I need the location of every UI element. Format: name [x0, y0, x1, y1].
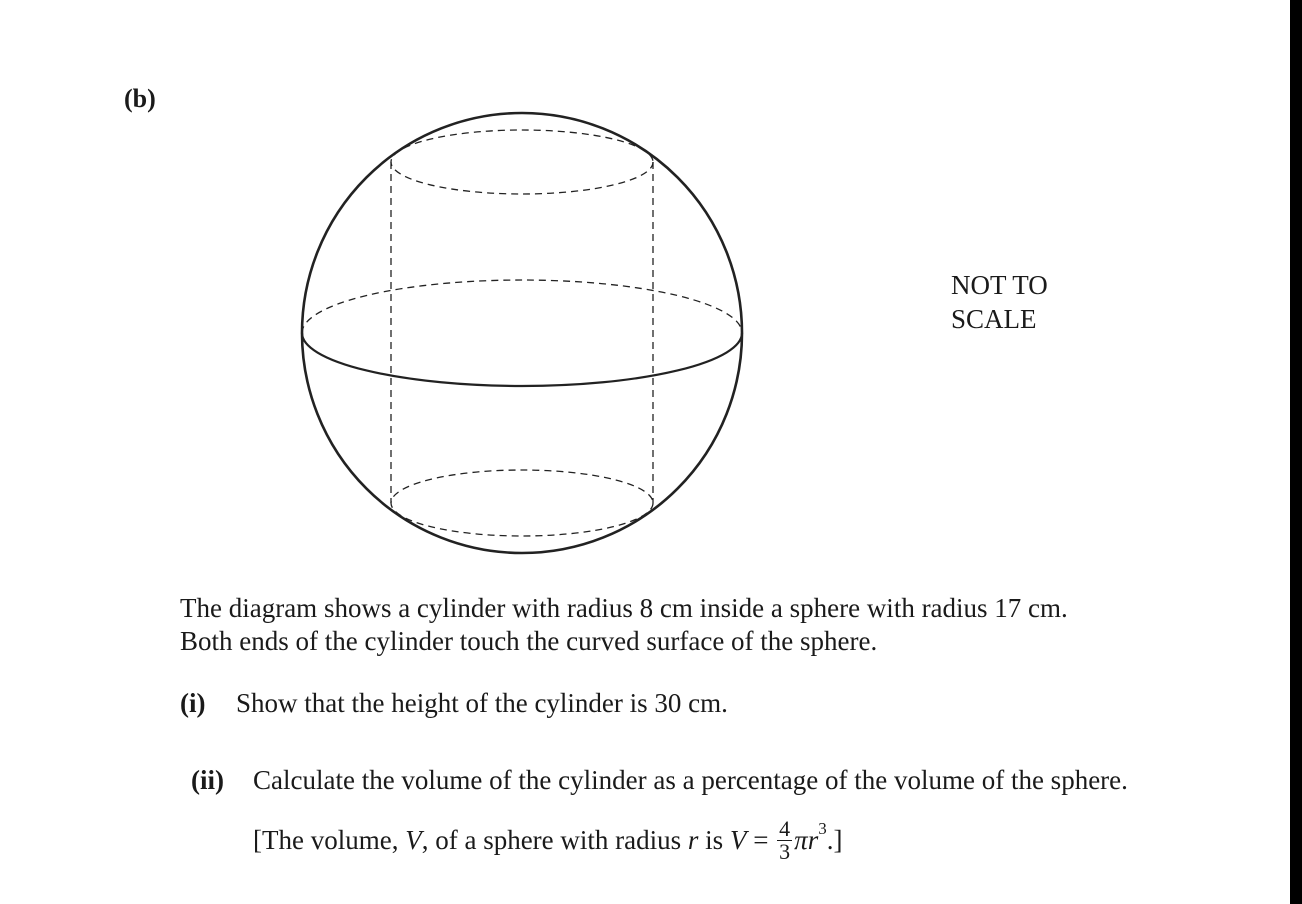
not-to-scale-note	[951, 268, 1048, 336]
cylinder-top-ellipse	[391, 130, 653, 194]
formula-equals: =	[746, 825, 776, 855]
question-ii-label: (ii)	[191, 765, 224, 795]
equator-front	[302, 333, 742, 386]
question-ii-text: Calculate the volume of the cylinder as a percentage of the volume of the sphere.	[253, 765, 1128, 795]
formula-var-r: r	[687, 825, 699, 855]
sphere-volume-formula	[253, 818, 842, 863]
statement-line2: Both ends of the cylinder touch the curved surface of the sphere.	[180, 626, 878, 656]
scale-note-line1: NOT TO	[951, 270, 1048, 300]
cylinder-bottom-ellipse	[391, 470, 653, 536]
scale-note-line2: SCALE	[951, 304, 1037, 334]
part-label: (b)	[124, 84, 156, 113]
formula-var-v: V	[405, 825, 422, 855]
question-i-label: (i)	[180, 688, 206, 718]
equator-back	[302, 280, 742, 333]
problem-statement	[180, 592, 1068, 658]
statement-line1: The diagram shows a cylinder with radius 8 cm inside a sphere with radius 17 cm.	[180, 593, 1068, 623]
fraction-numerator: 4	[779, 816, 791, 841]
right-edge-bar	[1290, 0, 1302, 904]
sphere-outline	[302, 113, 742, 553]
formula-is: is	[698, 825, 730, 855]
sphere-cylinder-diagram	[290, 100, 760, 570]
formula-suffix: .]	[826, 825, 843, 855]
formula-middle: , of a sphere with radius	[421, 825, 688, 855]
question-i-text: Show that the height of the cylinder is 30 cm.	[236, 688, 728, 718]
question-i	[180, 688, 728, 719]
formula-exponent: 3	[818, 818, 827, 838]
formula-fraction	[777, 818, 792, 863]
formula-pi: π	[794, 825, 808, 855]
formula-r: r	[807, 825, 819, 855]
formula-lhs: V	[729, 825, 747, 855]
formula-prefix: [The volume,	[253, 825, 406, 855]
question-ii	[191, 765, 1128, 796]
fraction-denominator: 3	[779, 839, 791, 864]
